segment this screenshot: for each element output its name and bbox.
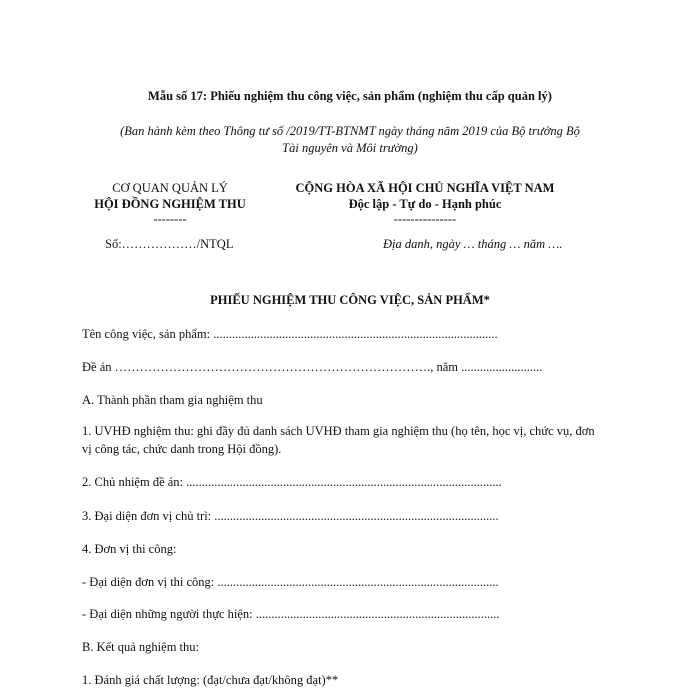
item-4a-contractor-rep: - Đại diện đơn vị thi công: .......................................................................................... [82,575,499,589]
work-name-line: Tên công việc, sản phẩm: ........................................................................................... [82,327,498,341]
item-1-council-members: 1. UVHĐ nghiệm thu: ghi đầy đủ danh sách UVHĐ tham gia nghiệm thu (họ tên, học vị, chức vụ, đơn vị công tác, chức danh trong Hội đồng). [82,424,595,456]
managing-agency: CƠ QUAN QUẢN LÝ [112,181,228,195]
b1-quality-assessment: 1. Đánh giá chất lượng: (đạt/chưa đạt/không đạt)** [82,673,339,687]
item-3-host-unit-rep: 3. Đại diện đơn vị chủ trì: ........................................................................................... [82,509,499,523]
acceptance-council: HỘI ĐỒNG NGHIỆM THU [94,197,246,211]
section-b-heading: B. Kết quả nghiệm thu: [82,640,199,654]
item-2-project-leader: 2. Chủ nhiệm đề án: ..................................................................................................... [82,475,502,489]
form-title: Mẫu số 17: Phiếu nghiệm thu công việc, sản phẩm (nghiệm thu cấp quản lý) [148,89,552,103]
place-and-date: Địa danh, ngày … tháng … năm …. [383,237,563,251]
left-header-rule: -------- [153,212,187,226]
issued-by-line-2: Tài nguyên và Môi trường) [282,141,418,155]
section-a-heading: A. Thành phần tham gia nghiệm thu [82,393,263,407]
item-4-contractor: 4. Đơn vị thi công: [82,542,177,556]
right-header-rule: --------------- [393,212,457,226]
document-number: Số:………………/NTQL [105,237,234,251]
national-motto: Độc lập - Tự do - Hạnh phúc [348,197,502,211]
project-line: Đề án …………………………………………………………………., năm .......................... [82,360,543,374]
issued-by-line-1: (Ban hành kèm theo Thông tư số /2019/TT-BTNMT ngày tháng năm 2019 của Bộ trưởng Bộ [120,124,580,138]
item-4b-implementers-rep: - Đại diện những người thực hiện: .............................................................................. [82,607,500,621]
document-title: PHIẾU NGHIỆM THU CÔNG VIỆC, SẢN PHẨM* [210,293,490,307]
country-name: CỘNG HÒA XÃ HỘI CHỦ NGHĨA VIỆT NAM [295,181,555,195]
